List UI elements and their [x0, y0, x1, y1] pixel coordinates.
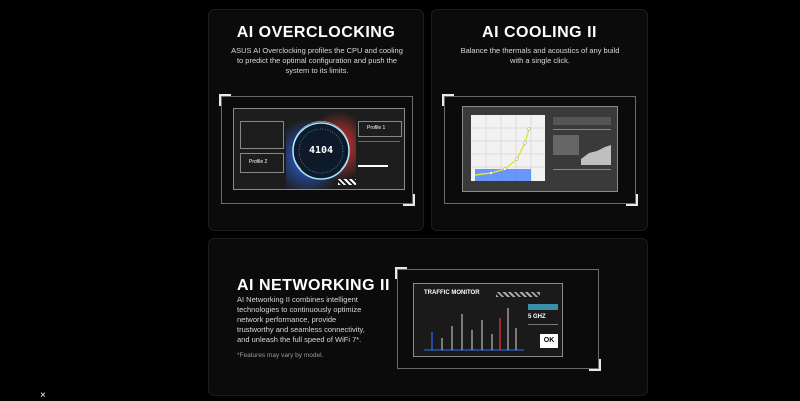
cooling-divider	[553, 129, 611, 130]
cooling-stat-box	[553, 135, 579, 155]
band-status-bar	[528, 304, 558, 310]
ai-networking-title: AI NETWORKING II	[237, 277, 390, 294]
cooling-panel	[462, 106, 618, 192]
ok-badge: OK	[540, 334, 558, 348]
ai-networking-description: AI Networking II combines intelligent technologies to continuously optimize network performance, provide trustworthy and seamless connectivity, and unleash the full speed of WiFi 7*.	[237, 295, 365, 344]
ai-networking-card	[208, 238, 648, 396]
profile-1-label: Profile 1	[367, 125, 386, 131]
close-icon[interactable]: ×	[40, 390, 46, 401]
band-label: 5 GHZ	[528, 314, 546, 320]
profile-1-box	[358, 121, 402, 137]
monitor-stripes	[496, 292, 540, 297]
profile-2-label: Profile 2	[249, 159, 268, 165]
ai-overclocking-card	[208, 9, 424, 231]
fan-curve-chart	[471, 115, 545, 181]
band-divider	[528, 324, 558, 325]
cooling-mode-row	[553, 117, 611, 125]
gauge-value: 4104	[308, 145, 334, 156]
overclocking-panel	[233, 108, 405, 190]
noise-graph	[581, 143, 611, 165]
ai-overclocking-title: AI OVERCLOCKING	[236, 24, 396, 41]
traffic-monitor-panel	[413, 283, 563, 357]
profile-bar	[358, 165, 388, 167]
traffic-monitor-title: TRAFFIC MONITOR	[424, 290, 480, 296]
cooling-divider-2	[553, 169, 611, 170]
ai-cooling-title: AI COOLING II	[482, 24, 597, 41]
profile-2-box	[240, 153, 284, 173]
features-footnote: *Features may vary by model.	[237, 352, 324, 359]
ai-cooling-description: Balance the thermals and acoustics of any build with a single click.	[460, 46, 620, 65]
cpu-info-box	[240, 121, 284, 149]
ai-overclocking-description: ASUS AI Overclocking profiles the CPU and cooling to predict the optimal configuration and push the system to its limits.	[231, 46, 403, 75]
ai-cooling-card	[431, 9, 648, 231]
profile-divider	[358, 141, 400, 142]
traffic-bar-chart	[424, 304, 524, 352]
hazard-stripes	[338, 179, 356, 185]
